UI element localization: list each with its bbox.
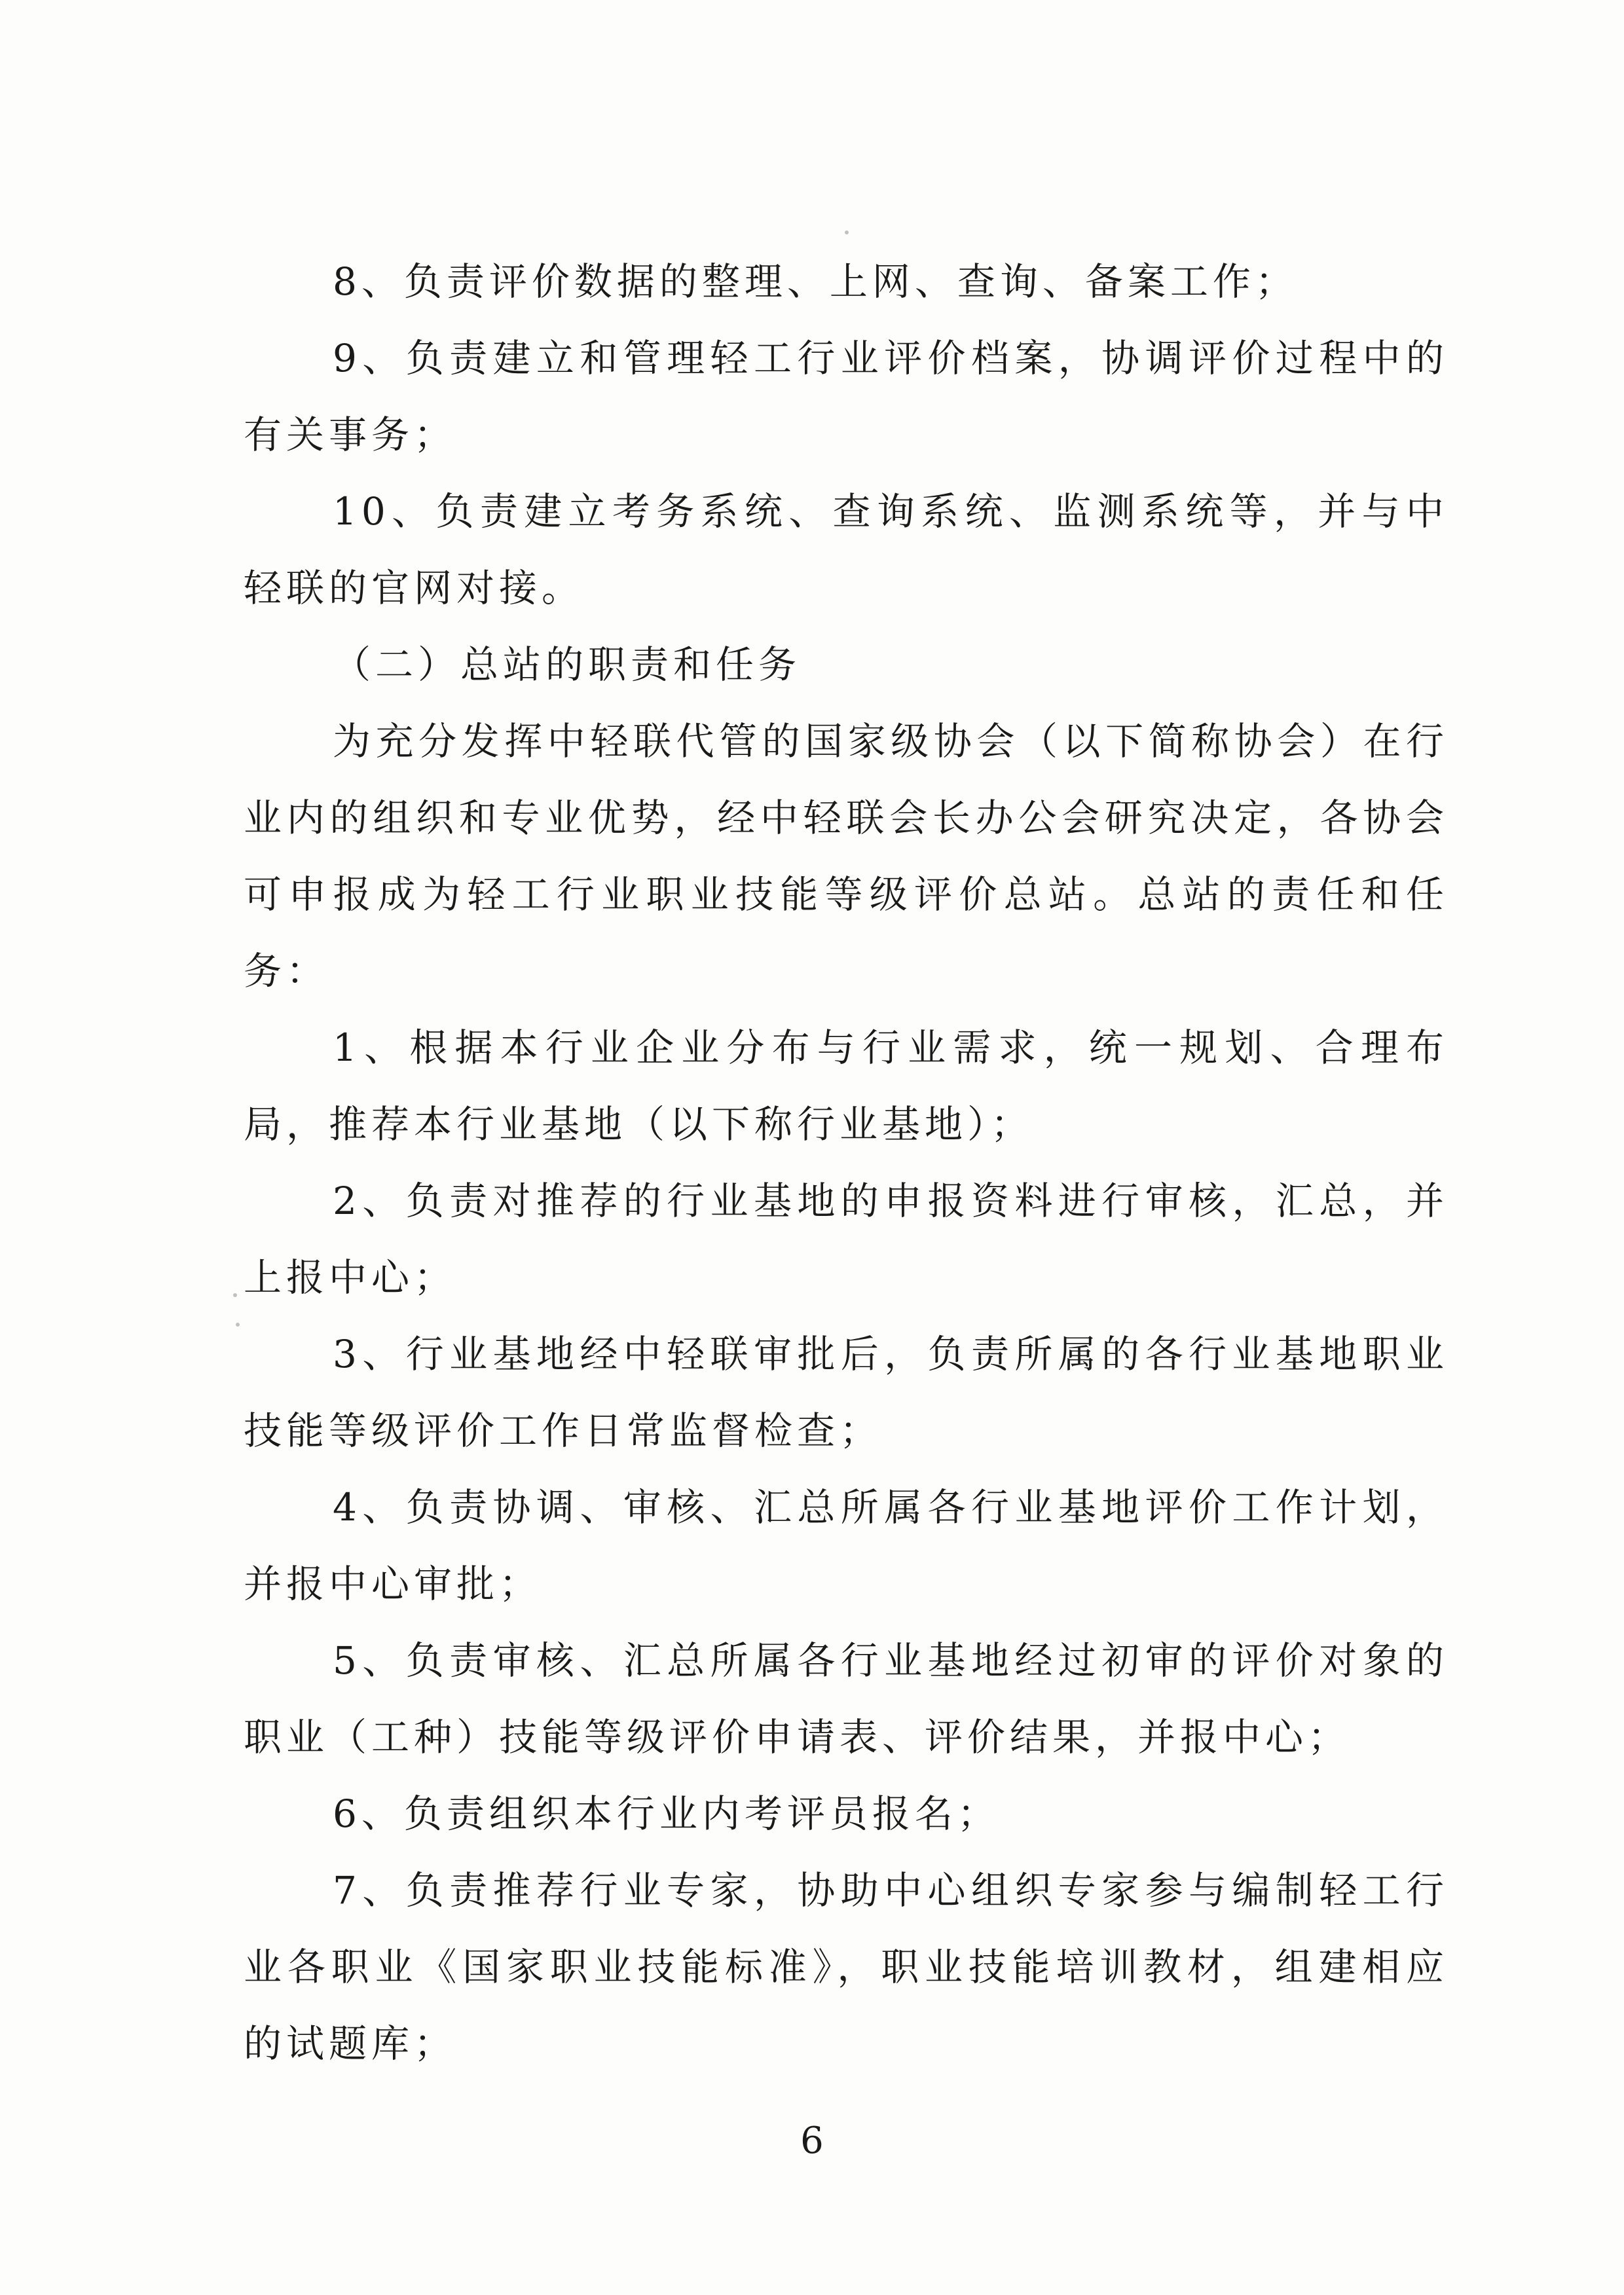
list-item-4: 4、负责协调、审核、汇总所属各行业基地评价工作计划，并报中心审批； bbox=[244, 1485, 1449, 1606]
list-item-10: 10、负责建立考务系统、查询系统、监测系统等，并与中轻联的官网对接。 bbox=[244, 489, 1449, 610]
scan-speck bbox=[236, 1323, 240, 1327]
list-item-2: 2、负责对推荐的行业基地的申报资料进行审核，汇总，并上报中心； bbox=[244, 1179, 1449, 1300]
page-number: 6 bbox=[800, 2120, 824, 2162]
section-heading: （二）总站的职责和任务 bbox=[333, 642, 802, 687]
document-body bbox=[244, 244, 1449, 2082]
list-item-9: 9、负责建立和管理轻工行业评价档案，协调评价过程中的有关事务； bbox=[244, 336, 1449, 457]
list-item-6: 6、负责组织本行业内考评员报名； bbox=[333, 1791, 1000, 1836]
list-item-5: 5、负责审核、汇总所属各行业基地经过初审的评价对象的职业（工种）技能等级评价申请表、评价结果，并报中心； bbox=[244, 1638, 1449, 1759]
list-item-8: 8、负责评价数据的整理、上网、查询、备案工作； bbox=[333, 259, 1298, 304]
intro-paragraph: 为充分发挥中轻联代管的国家级协会（以下简称协会）在行业内的组织和专业优势，经中轻联会长办公会研究决定，各协会可申报成为轻工行业职业技能等级评价总站。总站的责任和任务： bbox=[244, 719, 1449, 993]
list-item-7: 7、负责推荐行业专家，协助中心组织专家参与编制轻工行业各职业《国家职业技能标准》，职业技能培训教材，组建相应的试题库； bbox=[244, 1868, 1449, 2066]
list-item-3: 3、行业基地经中轻联审批后，负责所属的各行业基地职业技能等级评价工作日常监督检查； bbox=[244, 1332, 1449, 1453]
list-item-1: 1、根据本行业企业分布与行业需求，统一规划、合理布局，推荐本行业基地（以下称行业基地）； bbox=[244, 1025, 1449, 1147]
scan-speck bbox=[845, 230, 849, 234]
scan-speck bbox=[233, 1293, 237, 1297]
